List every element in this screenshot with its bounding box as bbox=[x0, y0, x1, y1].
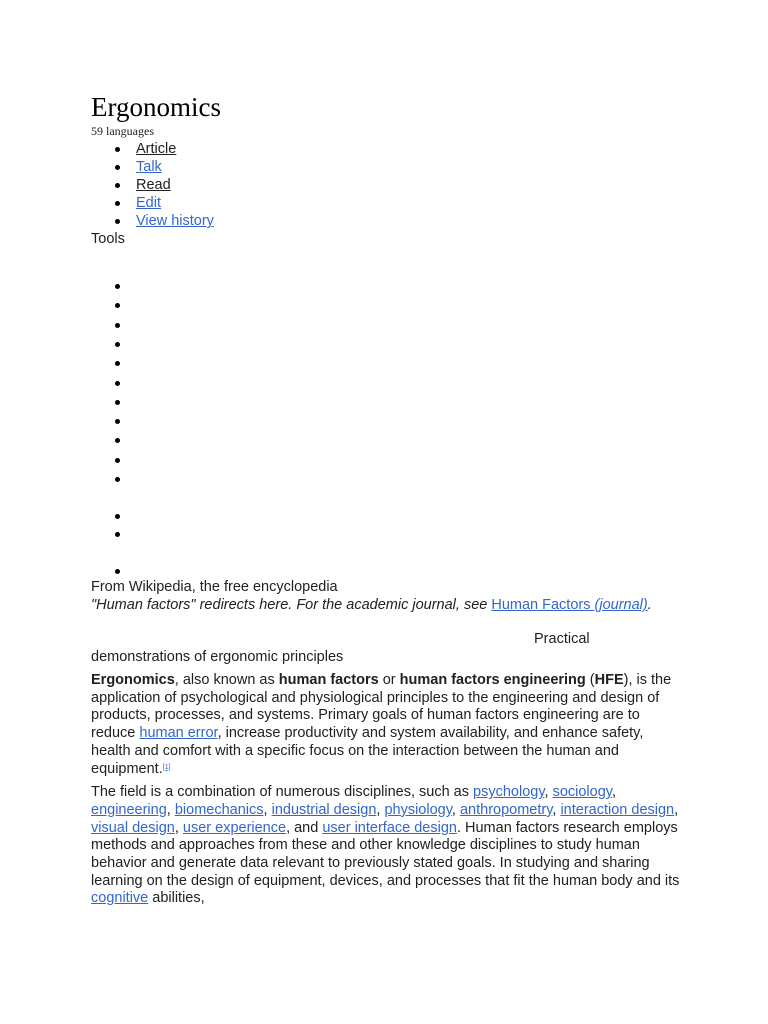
text-run: . Human factors research employs methods and approaches from these and other knowledge disciplines to study human behavior and generate data relevant to previously stated goals. In studying and sharing learning on the design of equipment, devices, and processes that fit the human body and its bbox=[91, 819, 680, 889]
term-hfe: HFE bbox=[594, 672, 624, 688]
site-tagline: From Wikipedia, the free encyclopedia bbox=[91, 579, 338, 595]
human-factors-journal-link[interactable] bbox=[491, 597, 647, 613]
tools-item[interactable] bbox=[136, 525, 146, 543]
link-cognitive[interactable]: cognitive bbox=[91, 890, 149, 907]
link-psychology[interactable]: psychology bbox=[473, 784, 545, 801]
article-page bbox=[91, 90, 691, 908]
tools-item[interactable] bbox=[136, 451, 146, 469]
tab-talk[interactable] bbox=[136, 158, 691, 176]
tools-item[interactable] bbox=[136, 296, 146, 314]
edit-link[interactable]: Edit bbox=[136, 195, 161, 211]
link-industrial-design[interactable]: industrial design bbox=[271, 801, 377, 818]
tools-item[interactable] bbox=[136, 277, 146, 295]
separator: , bbox=[166, 801, 175, 818]
separator: , bbox=[451, 801, 460, 818]
page-title: Ergonomics bbox=[91, 92, 221, 122]
tools-item[interactable] bbox=[136, 470, 146, 488]
text-run: ), is the application of psychological and physiological principles to the engineering and design of products, processes, and systems. Primary goals of human factors engineering are to reduce bbox=[91, 672, 672, 742]
separator: , bbox=[376, 801, 385, 818]
text-run: , also known as bbox=[174, 672, 279, 688]
hatnote-suffix: . bbox=[647, 597, 652, 613]
tools-menu-label[interactable]: Tools bbox=[91, 231, 125, 247]
separator: , bbox=[674, 801, 679, 818]
journal-link-italic: (journal) bbox=[594, 597, 648, 613]
link-physiology[interactable]: physiology bbox=[384, 801, 452, 818]
tab-article[interactable] bbox=[136, 140, 691, 158]
text-run: or bbox=[378, 672, 400, 688]
tools-item[interactable] bbox=[136, 412, 146, 430]
tab-edit[interactable] bbox=[136, 194, 691, 212]
link-user-interface-design[interactable]: user interface design bbox=[322, 819, 457, 836]
term-hfe-full: human factors engineering bbox=[399, 672, 586, 688]
term-ergonomics: Ergonomics bbox=[91, 672, 175, 688]
image-caption-part2: demonstrations of ergonomic principles bbox=[91, 649, 344, 665]
link-visual-design[interactable]: visual design bbox=[91, 819, 175, 836]
separator: , and bbox=[286, 819, 323, 836]
article-link[interactable]: Article bbox=[136, 141, 177, 157]
tools-item[interactable] bbox=[136, 562, 146, 580]
separator: , bbox=[174, 819, 183, 836]
link-interaction-design[interactable]: interaction design bbox=[560, 801, 675, 818]
tools-item[interactable] bbox=[136, 374, 146, 392]
tools-list bbox=[91, 248, 691, 578]
disciplines-paragraph bbox=[91, 784, 681, 908]
separator: , bbox=[611, 784, 616, 801]
link-biomechanics[interactable]: biomechanics bbox=[174, 801, 264, 818]
separator: , bbox=[263, 801, 272, 818]
term-human-factors: human factors bbox=[278, 672, 379, 688]
link-anthropometry[interactable]: anthropometry bbox=[459, 801, 553, 818]
languages-link[interactable]: 59 languages bbox=[91, 124, 154, 138]
image-caption-part1: Practical bbox=[534, 631, 590, 647]
link-user-experience[interactable]: user experience bbox=[182, 819, 287, 836]
view-history-link[interactable]: View history bbox=[136, 213, 214, 229]
talk-link[interactable]: Talk bbox=[136, 159, 162, 175]
tools-item[interactable] bbox=[136, 393, 146, 411]
hatnote-text: "Human factors" redirects here. For the academic journal, see bbox=[91, 597, 492, 613]
read-link[interactable]: Read bbox=[136, 177, 171, 193]
text-run: abilities, bbox=[148, 890, 205, 907]
tab-view-history[interactable] bbox=[136, 212, 691, 230]
separator: , bbox=[552, 801, 561, 818]
tools-item[interactable] bbox=[136, 335, 146, 353]
hatnote bbox=[91, 596, 691, 614]
reference-1[interactable]: [1] bbox=[162, 763, 171, 771]
link-human-error[interactable]: human error bbox=[139, 725, 218, 742]
journal-link-text: Human Factors bbox=[491, 597, 595, 613]
text-run: ( bbox=[585, 672, 595, 688]
tools-item[interactable] bbox=[136, 316, 146, 334]
separator: , bbox=[544, 784, 553, 801]
link-sociology[interactable]: sociology bbox=[552, 784, 612, 801]
page-views-nav bbox=[91, 140, 691, 230]
link-engineering[interactable]: engineering bbox=[91, 801, 167, 818]
text-run: , increase productivity and system availability, and enhance safety, health and comfort with a specific focus on the interaction between the human and equipment. bbox=[91, 725, 644, 777]
tab-read[interactable] bbox=[136, 176, 691, 194]
tools-item[interactable] bbox=[136, 431, 146, 449]
tools-item[interactable] bbox=[136, 354, 146, 372]
text-run: The field is a combination of numerous disciplines, such as bbox=[91, 784, 474, 801]
intro-paragraph bbox=[91, 672, 681, 778]
tools-item[interactable] bbox=[136, 507, 146, 525]
